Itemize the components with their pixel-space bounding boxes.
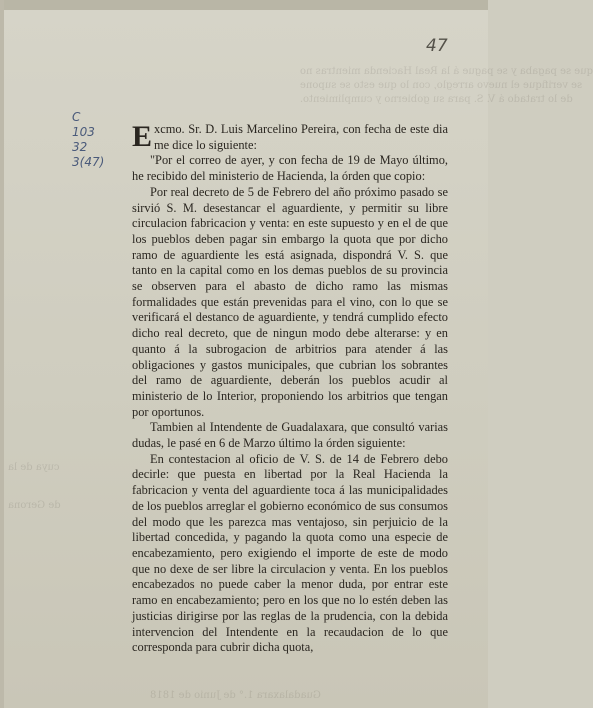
reply-paragraph: En contestacion al oficio de V. S. de 14 de Febrero debo decirle: que puesta en libertad por la Real Hacienda la fabricacion y venta del aguardiente toca á las municipalidades de los pueblos arreglar el gobierno económico de sus consumos del modo que les parezca mas ventajoso, sin perjuicio de la libertad concedida, y pagando la quota como una especie de encabezamiento, pero exigiendo el importe de este de modo que no dexe de ser libre la circulacion y venta. En los pueblos encabezados no puede caber la menor duda, por entrar este ramo en encabezamiento; pero en los que no lo estén deben las justicias dirigirse por las reglas de la prudencia, con la debida intervencion del Intendente en la recaudacion de lo que corresponda para cubrir dicha quota, <box>132 451 448 655</box>
paper-edge-left <box>0 0 4 708</box>
bleed-through-line: de lo tratado á V. S. para su gobierno y cumplimiento. <box>300 94 573 105</box>
bleed-through-line: Guadalaxara 1.° de Junio de 1818 <box>150 690 321 701</box>
decree-paragraph: Por real decreto de 5 de Febrero del año próximo pasado se sirvió S. M. desestancar el aguardiente, y permitir su libre circulacion fabricacion y venta: en este supuesto y en el de que los pueblos deben pagar sin embargo la quota que por dicho ramo de aguardiente les está asignada, dispondrá V. S. que tanto en la capital como en los demas pueblos de su provincia se observen para el abasto de dicho ramo las mismas formalidades que están prevenidas para el vino, con lo que se verificará el destanco de aguardiente, y tendrá cumplido efecto dicho real decreto, que de ningun modo debe alterarse: y en quanto á la subrogacion de arbitrios para atender á las obligaciones y gastos municipales, que cubrian los sobrantes del ramo de aguardiente, deberán los pueblos acudir al ministerio de lo Interior, proponiendo los arbitrios que tengan por oportunos. <box>132 184 448 419</box>
drop-cap-initial: E <box>132 120 153 153</box>
margin-annotation-line: 103 <box>72 125 95 139</box>
opening-paragraph: Excmo. Sr. D. Luis Marcelino Pereira, con fecha de este dia me dice lo siguiente: <box>132 120 448 153</box>
margin-annotation-line: C <box>72 110 81 124</box>
margin-annotation-line: 3(47) <box>72 155 105 169</box>
bleed-through-line: que se pagaba y se pague á la Real Hacienda mientras no <box>300 66 593 77</box>
margin-annotation <box>72 110 118 170</box>
paper-edge-top <box>0 0 488 10</box>
document-body <box>132 122 448 656</box>
intendant-paragraph: Tambien al Intendente de Guadalaxara, que consultó varias dudas, le pasé en 6 de Marzo último la órden siguiente: <box>132 420 448 451</box>
page-number: 47 <box>426 36 448 56</box>
quoted-paragraph: "Por el correo de ayer, y con fecha de 19 de Mayo último, he recibido del ministerio de Hacienda, la órden que copio: <box>132 153 448 184</box>
bleed-through-line: de Gerona <box>8 500 61 511</box>
bleed-through-line: se verifique el nuevo arreglo, con lo que esto se supone <box>300 80 583 91</box>
margin-annotation-line: 32 <box>72 140 88 154</box>
bleed-through-line: cuya de la <box>8 462 60 473</box>
